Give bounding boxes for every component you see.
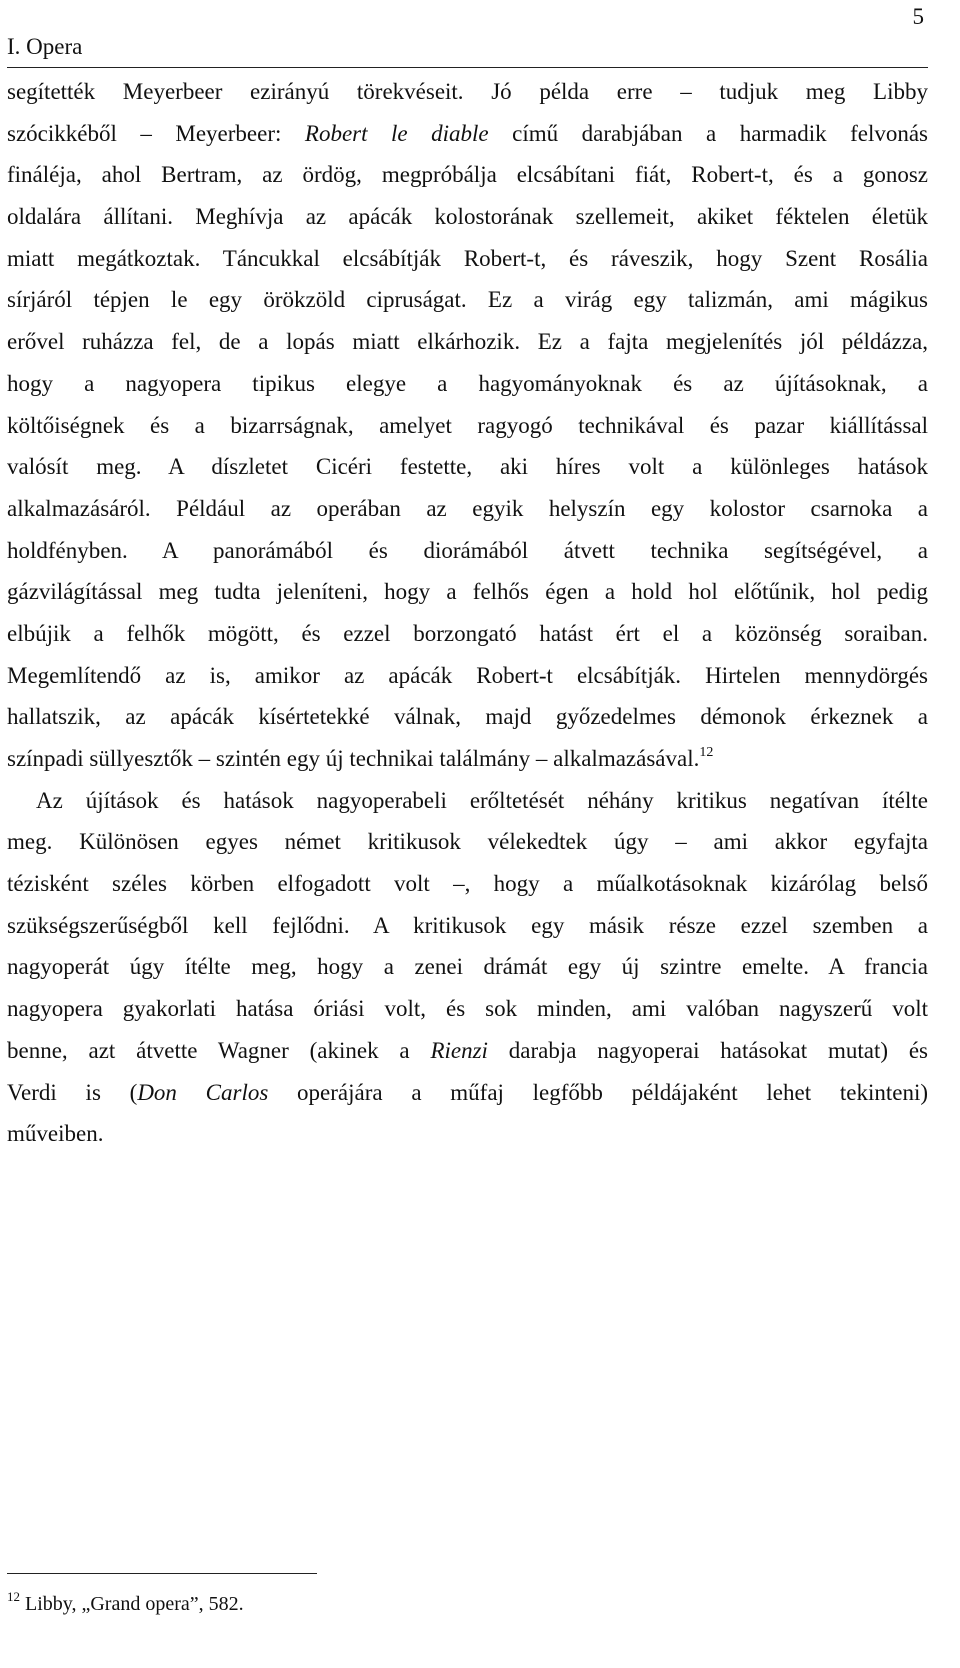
text-line: nagyopera gyakorlati hatása óriási volt, és sok minden, ami valóban nagyszerű volt: [7, 996, 928, 1022]
text-line: holdfényben. A panorámából és diorámából átvett technika segítségével, a: [7, 537, 928, 563]
text-line: Megemlítendő az is, amikor az apácák Robert-t elcsábítják. Hirtelen mennydörgés: [7, 662, 928, 688]
body-text: [7, 71, 928, 1155]
text-line: Az újítások és hatások nagyoperabeli erőltetését néhány kritikus negatívan ítélte: [36, 787, 928, 813]
page-number: 5: [912, 4, 924, 29]
text-line: meg. Különösen egyes német kritikusok vélekedtek úgy – ami akkor egyfajta: [7, 829, 928, 855]
text-line: fináléja, ahol Bertram, az ördög, megpróbálja elcsábítani fiát, Robert-t, és a gonosz: [7, 162, 928, 188]
text-line: költőiségnek és a bizarrságnak, amelyet ragyogó technikával és pazar kiállítással: [7, 412, 928, 438]
footnote-reference[interactable]: 12: [699, 745, 714, 760]
text-line: sírjáról tépjen le egy örökzöld cipruságat. Ez a virág egy talizmán, ami mágikus: [7, 287, 928, 313]
text-line: oldalára állítani. Meghívja az apácák kolostorának szellemeit, akiket féktelen életük: [7, 204, 928, 230]
text-line: szócikkéből – Meyerbeer: Robert le diable című darabjában a harmadik felvonás: [7, 120, 929, 146]
text-line: benne, azt átvette Wagner (akinek a Rienzi darabja nagyoperai hatásokat mutat) és: [7, 1037, 928, 1063]
text-line: színpadi süllyesztők – szintén egy új technikai találmány – alkalmazásával.$^{12}$: [7, 745, 714, 771]
footnote-divider: [7, 1573, 317, 1574]
text-line: szükségszerűségből kell fejlődni. A kritikusok egy másik része ezzel szemben a: [7, 912, 928, 938]
text-line: műveiben.: [7, 1121, 104, 1147]
footnote: [7, 1591, 907, 1617]
text-line: gázvilágítással meg tudta jeleníteni, hogy a felhős égen a hold hol előtűnik, hol pedig: [7, 579, 928, 605]
text-line: elbújik a felhők mögött, és ezzel borzongató hatást ért el a közönség soraiban.: [7, 620, 928, 646]
chapter-title: I. Opera: [7, 34, 83, 59]
text-line: hogy a nagyopera tipikus elegye a hagyományoknak és az újításoknak, a: [7, 370, 928, 396]
work-title: Don Carlos: [137, 1079, 269, 1105]
work-title: Rienzi: [430, 1037, 488, 1063]
header-divider: [7, 67, 928, 68]
text-line: miatt megátkoztak. Táncukkal elcsábítják Robert-t, és ráveszik, hogy Szent Rosália: [7, 245, 928, 271]
footnote-number: 12: [7, 1589, 20, 1604]
footnote-text: Libby, „Grand opera”, 582.: [20, 1593, 244, 1615]
text-line: nagyoperát úgy ítélte meg, hogy a zenei drámát egy új szintre emelte. A francia: [7, 954, 928, 980]
text-line: tézisként széles körben elfogadott volt –, hogy a műalkotásoknak kizárólag belső: [7, 871, 928, 897]
text-line: valósít meg. A díszletet Cicéri festette, aki híres volt a különleges hatások: [7, 454, 928, 480]
text-line: segítették Meyerbeer ezirányú törekvéseit. Jó példa erre – tudjuk meg Libby: [7, 79, 928, 104]
text-line: erővel ruházza fel, de a lopás miatt elkárhozik. Ez a fajta megjelenítés jól példázza,: [7, 329, 928, 355]
work-title: Robert le diable: [304, 120, 489, 146]
text-line: alkalmazásáról. Például az operában az egyik helyszín egy kolostor csarnoka a: [7, 495, 928, 521]
text-line: hallatszik, az apácák kísértetekké válnak, majd győzedelmes démonok érkeznek a: [7, 704, 928, 730]
text-line: Verdi is (Don Carlos operájára a műfaj legfőbb példájaként lehet tekinteni): [7, 1079, 928, 1105]
running-header: [7, 4, 927, 60]
